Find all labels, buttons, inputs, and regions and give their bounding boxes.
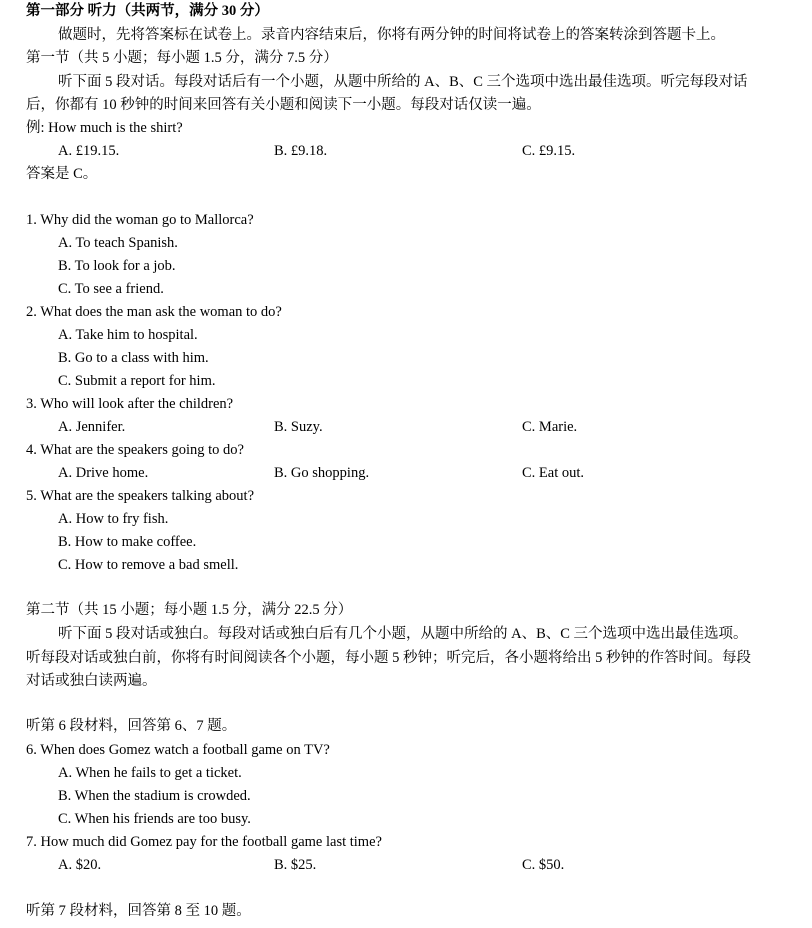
section1-heading: 第一节（共 5 小题；每小题 1.5 分，满分 7.5 分） <box>26 50 338 66</box>
example-option-c: C. £9.15. <box>522 143 576 159</box>
question-4-option-a: A. Drive home. <box>58 465 149 481</box>
question-1-stem: 1. Why did the woman go to Mallorca? <box>26 212 254 228</box>
question-7-option-a: A. $20. <box>58 857 102 873</box>
section2-instructions-1: 听下面 5 段对话或独白。每段对话或独白后有几个小题，从题中所给的 A、B、C 三个选项中选出最佳选项。 <box>58 626 748 642</box>
question-7-stem: 7. How much did Gomez pay for the football game last time? <box>26 834 382 850</box>
question-1-option-b: B. To look for a job. <box>58 258 176 274</box>
example-question: 例: How much is the shirt? <box>26 120 183 136</box>
question-6-option-a: A. When he fails to get a ticket. <box>58 765 242 781</box>
part1-title: 第一部分 听力（共两节，满分 30 分） <box>26 3 269 19</box>
section1-instructions-2: 后，你都有 10 秒钟的时间来回答有关小题和阅读下一小题。每段对话仅读一遍。 <box>26 97 541 113</box>
question-6-option-b: B. When the stadium is crowded. <box>58 788 251 804</box>
question-2-option-a: A. Take him to hospital. <box>58 327 198 343</box>
question-3-option-a: A. Jennifer. <box>58 419 126 435</box>
question-5-option-a: A. How to fry fish. <box>58 511 169 527</box>
question-3-option-b: B. Suzy. <box>274 419 323 435</box>
material-7-heading: 听第 7 段材料，回答第 8 至 10 题。 <box>26 903 251 919</box>
question-7-option-b: B. $25. <box>274 857 317 873</box>
example-option-a: A. £19.15. <box>58 143 120 159</box>
example-option-b: B. £9.18. <box>274 143 328 159</box>
question-5-stem: 5. What are the speakers talking about? <box>26 488 255 504</box>
material-6-heading: 听第 6 段材料，回答第 6、7 题。 <box>26 718 237 734</box>
question-4-option-b: B. Go shopping. <box>274 465 370 481</box>
question-1-option-a: A. To teach Spanish. <box>58 235 178 251</box>
question-2-option-b: B. Go to a class with him. <box>58 350 209 366</box>
section2-instructions-2: 听每段对话或独白前，你将有时间阅读各个小题，每小题 5 秒钟；听完后，各小题将给出 5 秒钟的作答时间。每段 <box>26 650 751 666</box>
question-2-option-c: C. Submit a report for him. <box>58 373 216 389</box>
section1-instructions-1: 听下面 5 段对话。每段对话后有一个小题，从题中所给的 A、B、C 三个选项中选出最佳选项。听完每段对话 <box>58 74 748 90</box>
example-answer: 答案是 C。 <box>26 166 98 182</box>
question-3-stem: 3. Who will look after the children? <box>26 396 234 412</box>
question-4-stem: 4. What are the speakers going to do? <box>26 442 244 458</box>
question-6-stem: 6. When does Gomez watch a football game on TV? <box>26 742 330 758</box>
section2-heading: 第二节（共 15 小题；每小题 1.5 分，满分 22.5 分） <box>26 602 353 618</box>
question-3-option-c: C. Marie. <box>522 419 578 435</box>
question-6-option-c: C. When his friends are too busy. <box>58 811 251 827</box>
section2-instructions-3: 对话或独白读两遍。 <box>26 673 157 689</box>
question-7-option-c: C. $50. <box>522 857 565 873</box>
part1-intro: 做题时，先将答案标在试卷上。录音内容结束后，你将有两分钟的时间将试卷上的答案转涂到答题卡上。 <box>58 27 725 43</box>
question-5-option-c: C. How to remove a bad smell. <box>58 557 239 573</box>
question-5-option-b: B. How to make coffee. <box>58 534 197 550</box>
question-2-stem: 2. What does the man ask the woman to do? <box>26 304 282 320</box>
question-4-option-c: C. Eat out. <box>522 465 585 481</box>
question-1-option-c: C. To see a friend. <box>58 281 164 297</box>
